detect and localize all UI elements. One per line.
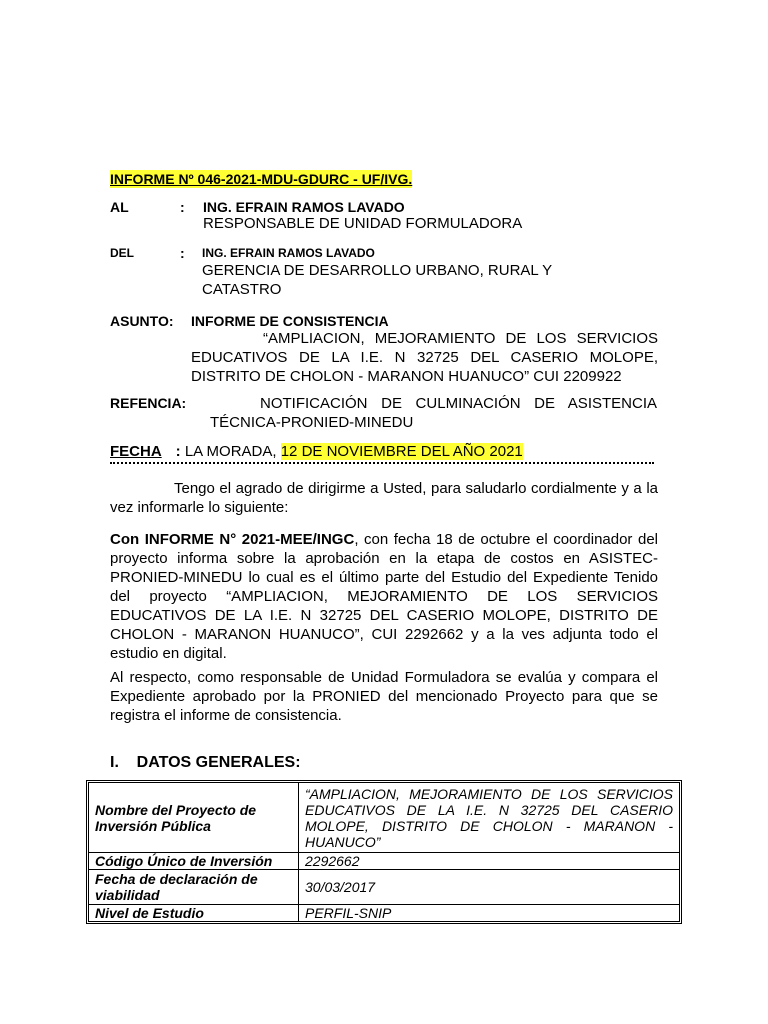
table-value: “AMPLIACION, MEJORAMIENTO DE LOS SERVICIOS EDUCATIVOS DE LA I.E. N 32725 DEL CASERIO MOLOPE, DISTRITO DE CHOLON - MARANON - HUANUCO” xyxy=(299,783,680,853)
table-row xyxy=(89,870,680,905)
fecha-row xyxy=(110,442,654,464)
asunto-subject: INFORME DE CONSISTENCIA xyxy=(191,313,389,329)
al-role: RESPONSABLE DE UNIDAD FORMULADORA xyxy=(203,215,523,232)
table-key: Nombre del Proyecto de Inversión Pública xyxy=(89,783,299,853)
paragraph-informe-text: , con fecha 18 de octubre el coordinador del proyecto informa sobre la aprobación en la etapa de costos en ASISTEC-PRONIED-MINEDU lo cual es el último parte del Estudio del Expediente Tenido del proyecto “AMPLIACION, MEJORAMIENTO DE LOS SERVICIOS EDUCATIVOS DE LA I.E. N 32725 DEL CASERIO MOLOPE, DISTRITO DE CHOLON - MARANON HUANUCO”, CUI 2292662 y a la ves adjunta todo el estudio en digital. xyxy=(110,531,658,662)
fecha-label: FECHA xyxy=(110,443,162,460)
table-row xyxy=(89,783,680,853)
asunto-body: “AMPLIACION, MEJORAMIENTO DE LOS SERVICIOS EDUCATIVOS DE LA I.E. N 32725 DEL CASERIO MOLOPE, DISTRITO DE CHOLON - MARANON HUANUCO” CUI 2209922 xyxy=(191,330,658,385)
table-row xyxy=(89,853,680,870)
table-key: Nivel de Estudio xyxy=(89,905,299,922)
al-colon: : xyxy=(180,199,185,215)
del-role: GERENCIA DE DESARROLLO URBANO, RURAL Y CATASTRO xyxy=(202,262,552,298)
refencia-label: REFENCIA: xyxy=(110,395,187,411)
table-row xyxy=(89,905,680,922)
datos-generales-table xyxy=(88,782,680,922)
asunto-label: ASUNTO: xyxy=(110,313,174,329)
del-label: DEL xyxy=(110,246,134,260)
del-name: ING. EFRAIN RAMOS LAVADO xyxy=(202,246,375,260)
paragraph-respecto: Al respecto, como responsable de Unidad Formuladora se evalúa y compara el Expediente aprobado por la PRONIED del mencionado Proyecto para que se registra el informe de consistencia. xyxy=(110,669,658,724)
table-value: PERFIL-SNIP xyxy=(299,905,680,922)
paragraph-greeting: Tengo el agrado de dirigirme a Usted, para saludarlo cordialmente y a la vez informarle lo siguiente: xyxy=(110,480,658,516)
table-key: Código Único de Inversión xyxy=(89,853,299,870)
table-value: 30/03/2017 xyxy=(299,870,680,905)
table-value: 2292662 xyxy=(299,853,680,870)
al-label: AL xyxy=(110,199,129,215)
table-key: Fecha de declaración de viabilidad xyxy=(89,870,299,905)
fecha-date: 12 DE NOVIEMBRE DEL AÑO 2021 xyxy=(280,443,523,460)
section-title: I. DATOS GENERALES: xyxy=(110,754,301,771)
paragraph-informe-ref: Con INFORME N° 2021-MEE/INGC xyxy=(110,531,355,548)
del-colon: : xyxy=(180,245,185,261)
paragraph-informe xyxy=(110,530,658,663)
report-title: INFORME Nº 046-2021-MDU-GDURC - UF/IVG. xyxy=(110,171,413,187)
refencia-body: NOTIFICACIÓN DE CULMINACIÓN DE ASISTENCIA TÉCNICA-PRONIED-MINEDU xyxy=(210,395,657,431)
fecha-place: LA MORADA, xyxy=(184,443,277,460)
fecha-colon: : xyxy=(175,443,181,460)
al-name: ING. EFRAIN RAMOS LAVADO xyxy=(203,199,405,215)
